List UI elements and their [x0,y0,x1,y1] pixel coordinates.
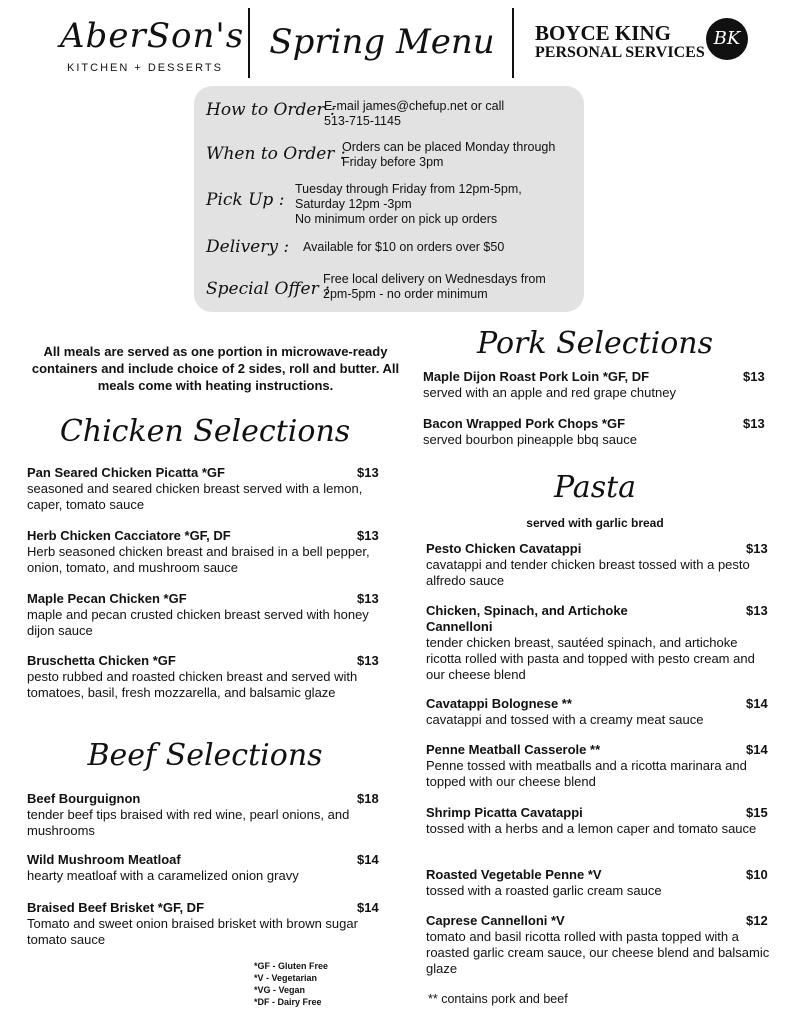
pork-beef-footnote: ** contains pork and beef [428,992,568,1006]
menu-item-vegetable-penne: Roasted Vegetable Penne *V $10 tossed with a roasted garlic cream sauce [426,867,768,898]
menu-item-price: $14 [357,900,379,915]
menu-item-price: $12 [746,913,768,928]
menu-item-price: $13 [357,591,379,606]
menu-item-cavatappi-bolognese: Cavatappi Bolognese ** $14 cavatappi and tossed with a creamy meat sauce [426,696,768,727]
info-label-special-offer: Special Offer : [206,279,330,299]
boyce-king-subtitle: PERSONAL SERVICES [535,44,705,61]
menu-item-beef-bourguignon: Beef Bourguignon $18 tender beef tips braised with red wine, pearl onions, and mushrooms [27,791,379,838]
menu-item-mushroom-meatloaf: Wild Mushroom Meatloaf $14 hearty meatloaf with a caramelized onion gravy [27,852,379,883]
pasta-section-subtitle: served with garlic bread [526,516,664,530]
aberson-logo [60,16,245,74]
info-text-pick-up: Tuesday through Friday from 12pm-5pm, Saturday 12pm -3pm No minimum order on pick up orders [295,182,522,226]
menu-item-price: $13 [746,541,768,556]
dietary-legend: *GF - Gluten Free *V - Vegetarian *VG - Vegan *DF - Dairy Free [254,961,329,1007]
boyce-king-logo [535,22,705,62]
menu-item-chicken-cacciatore: Herb Chicken Cacciatore *GF, DF $13 Herb seasoned chicken breast and braised in a bell pepper, onion, tomato, and mushroom sauce [27,528,379,575]
menu-item-meatball-casserole: Penne Meatball Casserole ** $14 Penne tossed with meatballs and a ricotta marinara and topped with our cheese blend [426,742,768,789]
menu-item-pork-loin: Maple Dijon Roast Pork Loin *GF, DF $13 served with an apple and red grape chutney [423,369,765,400]
menu-item-price: $13 [746,603,768,618]
menu-item-price: $10 [746,867,768,882]
menu-item-pesto-cavatappi: Pesto Chicken Cavatappi $13 cavatappi and tender chicken breast tossed with a pesto alfredo sauce [426,541,768,588]
menu-item-pork-chops: Bacon Wrapped Pork Chops *GF $13 served bourbon pineapple bbq sauce [423,416,765,447]
header-divider-right [512,8,514,78]
menu-item-price: $13 [743,416,765,431]
pork-section-title: Pork Selections [477,326,713,361]
info-label-pick-up: Pick Up : [206,190,285,210]
boyce-king-name: BOYCE KING [535,21,671,45]
menu-item-price: $13 [743,369,765,384]
aberson-subtitle: KITCHEN + DESSERTS [67,62,223,74]
menu-item-beef-brisket: Braised Beef Brisket *GF, DF $14 Tomato and sweet onion braised brisket with brown sugar tomato sauce [27,900,379,947]
beef-section-title: Beef Selections [87,738,323,773]
menu-item-price: $13 [357,653,379,668]
menu-item-price: $13 [357,465,379,480]
menu-item-shrimp-picatta: Shrimp Picatta Cavatappi $15 tossed with a herbs and a lemon caper and tomato sauce [426,805,768,836]
page-title: Spring Menu [269,22,495,62]
menu-item-price: $18 [357,791,379,806]
info-text-how-to-order: E-mail james@chefup.net or call 513-715-1145 [324,99,505,128]
menu-item-price: $14 [746,696,768,711]
menu-item-artichoke-cannelloni: Chicken, Spinach, and Artichoke Cannelloni $13 tender chicken breast, sautéed spinach, and artichoke ricotta rolled with pasta and topped with pesto cream and our cheese blend [426,603,768,682]
meal-intro-text: All meals are served as one portion in microwave-ready containers and include choice of 2 sides, roll and butter. All meals come with heating instructions. [31,344,400,393]
menu-item-price: $14 [746,742,768,757]
bk-badge-icon: BK [706,18,748,60]
aberson-brand-name: AberSon's [60,16,245,56]
info-label-how-to-order: How to Order : [206,100,336,120]
menu-item-price: $14 [357,852,379,867]
menu-item-chicken-picatta: Pan Seared Chicken Picatta *GF $13 seasoned and seared chicken breast served with a lemon, caper, tomato sauce [27,465,379,512]
info-label-when-to-order: When to Order : [206,144,346,164]
info-label-delivery: Delivery : [206,237,290,257]
info-text-when-to-order: Orders can be placed Monday through Friday before 3pm [342,140,556,169]
menu-item-maple-pecan-chicken: Maple Pecan Chicken *GF $13 maple and pecan crusted chicken breast served with honey dijon sauce [27,591,379,638]
info-text-delivery: Available for $10 on orders over $50 [303,240,505,254]
info-text-special-offer: Free local delivery on Wednesdays from 2pm-5pm - no order minimum [323,272,546,301]
header-divider-left [248,8,250,78]
menu-item-price: $15 [746,805,768,820]
pasta-section-title: Pasta [553,470,637,505]
menu-item-caprese-cannelloni: Caprese Cannelloni *V $12 tomato and basil ricotta rolled with pasta topped with a roasted garlic cream sauce, our cheese blend and balsamic glaze [426,913,770,976]
menu-item-price: $13 [357,528,379,543]
chicken-section-title: Chicken Selections [59,414,351,449]
menu-item-bruschetta-chicken: Bruschetta Chicken *GF $13 pesto rubbed and roasted chicken breast and served with tomatoes, basil, fresh mozzarella, and balsamic glaze [27,653,379,700]
